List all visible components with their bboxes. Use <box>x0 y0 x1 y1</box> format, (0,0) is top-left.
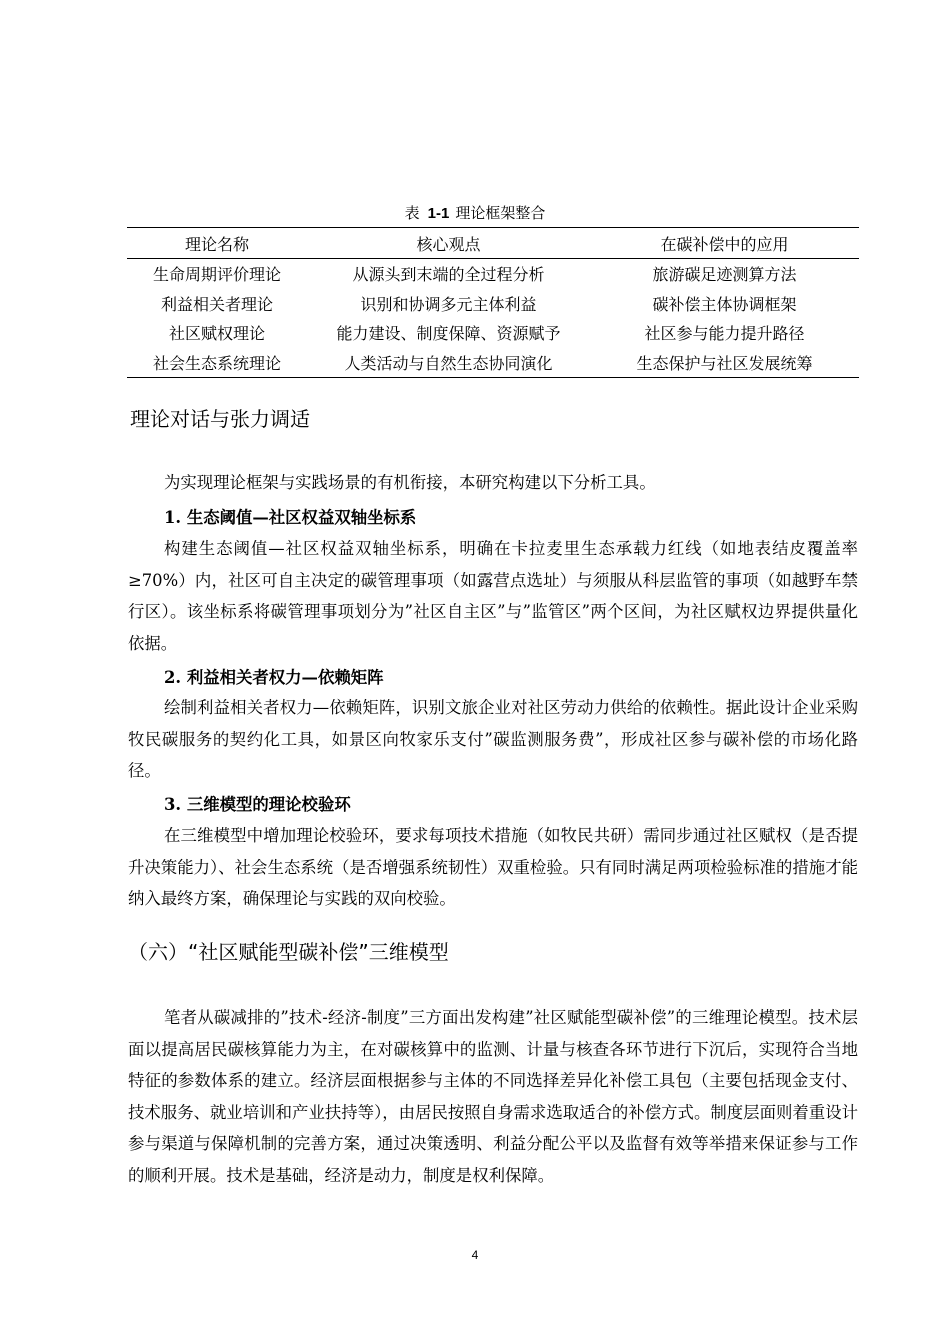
table-cell: 从源头到末端的全过程分析 <box>352 265 545 285</box>
table-header-cell: 核心观点 <box>307 228 590 259</box>
table-row <box>127 289 859 319</box>
table-cell: 社区赋权理论 <box>168 324 265 344</box>
table-caption-prefix: 表 <box>404 204 420 222</box>
table-caption-number: 1-1 <box>427 205 450 222</box>
intro-paragraph: 为实现理论框架与实践场景的有机衔接，本研究构建以下分析工具。 <box>164 473 656 492</box>
table-row <box>127 348 859 378</box>
theory-framework-table <box>127 227 859 378</box>
table-cell: 生命周期评价理论 <box>152 265 281 285</box>
table-header-row <box>127 228 859 259</box>
paragraph-power-dependency-matrix: 绘制利益相关者权力—依赖矩阵，识别文旅企业对社区劳动力供给的依赖性。据此设计企业采购牧民碳服务的契约化工具，如景区向牧家乐支付”碳监测服务费”，形成社区参与碳补偿的市场化路径。 <box>128 698 858 780</box>
subheading-coordinate-system: 1. 生态阈值—社区权益双轴坐标系 <box>164 508 417 527</box>
table-cell: 碳补偿主体协调框架 <box>652 294 797 314</box>
paragraph-model: 笔者从碳减排的”技术-经济-制度”三方面出发构建”社区赋能型碳补偿”的三维理论模型。技术层面以提高居民碳核算能力为主，在对碳核算中的监测、计量与核查各环节进行下沉后，实现符合当地特征的参数体系的建立。经济层面根据参与主体的不同选择差异化补偿工具包（主要包括现金支付、技术服务、就业培训和产业扶持等），由居民按照自身需求选取适合的补偿方式。制度层面则着重设计参与渠道与保障机制的完善方案，通过决策透明、利益分配公平以及监督有效等举措来保证参与工作的顺利开展。技术是基础，经济是动力，制度是权利保障。 <box>128 1008 858 1185</box>
subheading-power-dependency-matrix: 2. 利益相关者权力—依赖矩阵 <box>164 668 384 687</box>
page-number: 4 <box>471 1248 479 1262</box>
table-cell: 社会生态系统理论 <box>152 354 281 374</box>
section-heading-dialogue: 理论对话与张力调适 <box>130 407 310 431</box>
table-cell: 识别和协调多元主体利益 <box>360 294 537 314</box>
paragraph-coordinate-system: 构建生态阈值—社区权益双轴坐标系，明确在卡拉麦里生态承载力红线（如地表结皮覆盖率≥70%）内，社区可自主决定的碳管理事项（如露营点选址）与须服从科层监管的事项（如越野车禁行区）。该坐标系将碳管理事项划分为”社区自主区”与”监管区”两个区间，为社区赋权边界提供量化依据。 <box>128 539 858 653</box>
table-row <box>127 259 859 289</box>
table-row <box>127 318 859 348</box>
table-caption <box>0 203 950 224</box>
table-cell: 利益相关者理论 <box>160 294 273 314</box>
table-header-cell: 理论名称 <box>127 228 307 259</box>
table-cell: 生态保护与社区发展统筹 <box>636 354 813 374</box>
table-caption-title: 理论框架整合 <box>455 204 546 222</box>
subheading-validation-loop: 3. 三维模型的理论校验环 <box>164 795 351 814</box>
paragraph-validation-loop: 在三维模型中增加理论校验环，要求每项技术措施（如牧民共研）需同步通过社区赋权（是否提升决策能力）、社会生态系统（是否增强系统韧性）双重检验。只有同时满足两项检验标准的措施才能纳入最终方案，确保理论与实践的双向校验。 <box>128 826 858 908</box>
section-heading-model: （六）“社区赋能型碳补偿”三维模型 <box>128 940 449 964</box>
table-cell: 人类活动与自然生态协同演化 <box>344 354 553 374</box>
table-cell: 社区参与能力提升路径 <box>644 324 805 344</box>
table-cell: 能力建设、制度保障、资源赋予 <box>336 324 561 344</box>
table-header-cell: 在碳补偿中的应用 <box>590 228 859 259</box>
table-cell: 旅游碳足迹测算方法 <box>652 265 797 285</box>
